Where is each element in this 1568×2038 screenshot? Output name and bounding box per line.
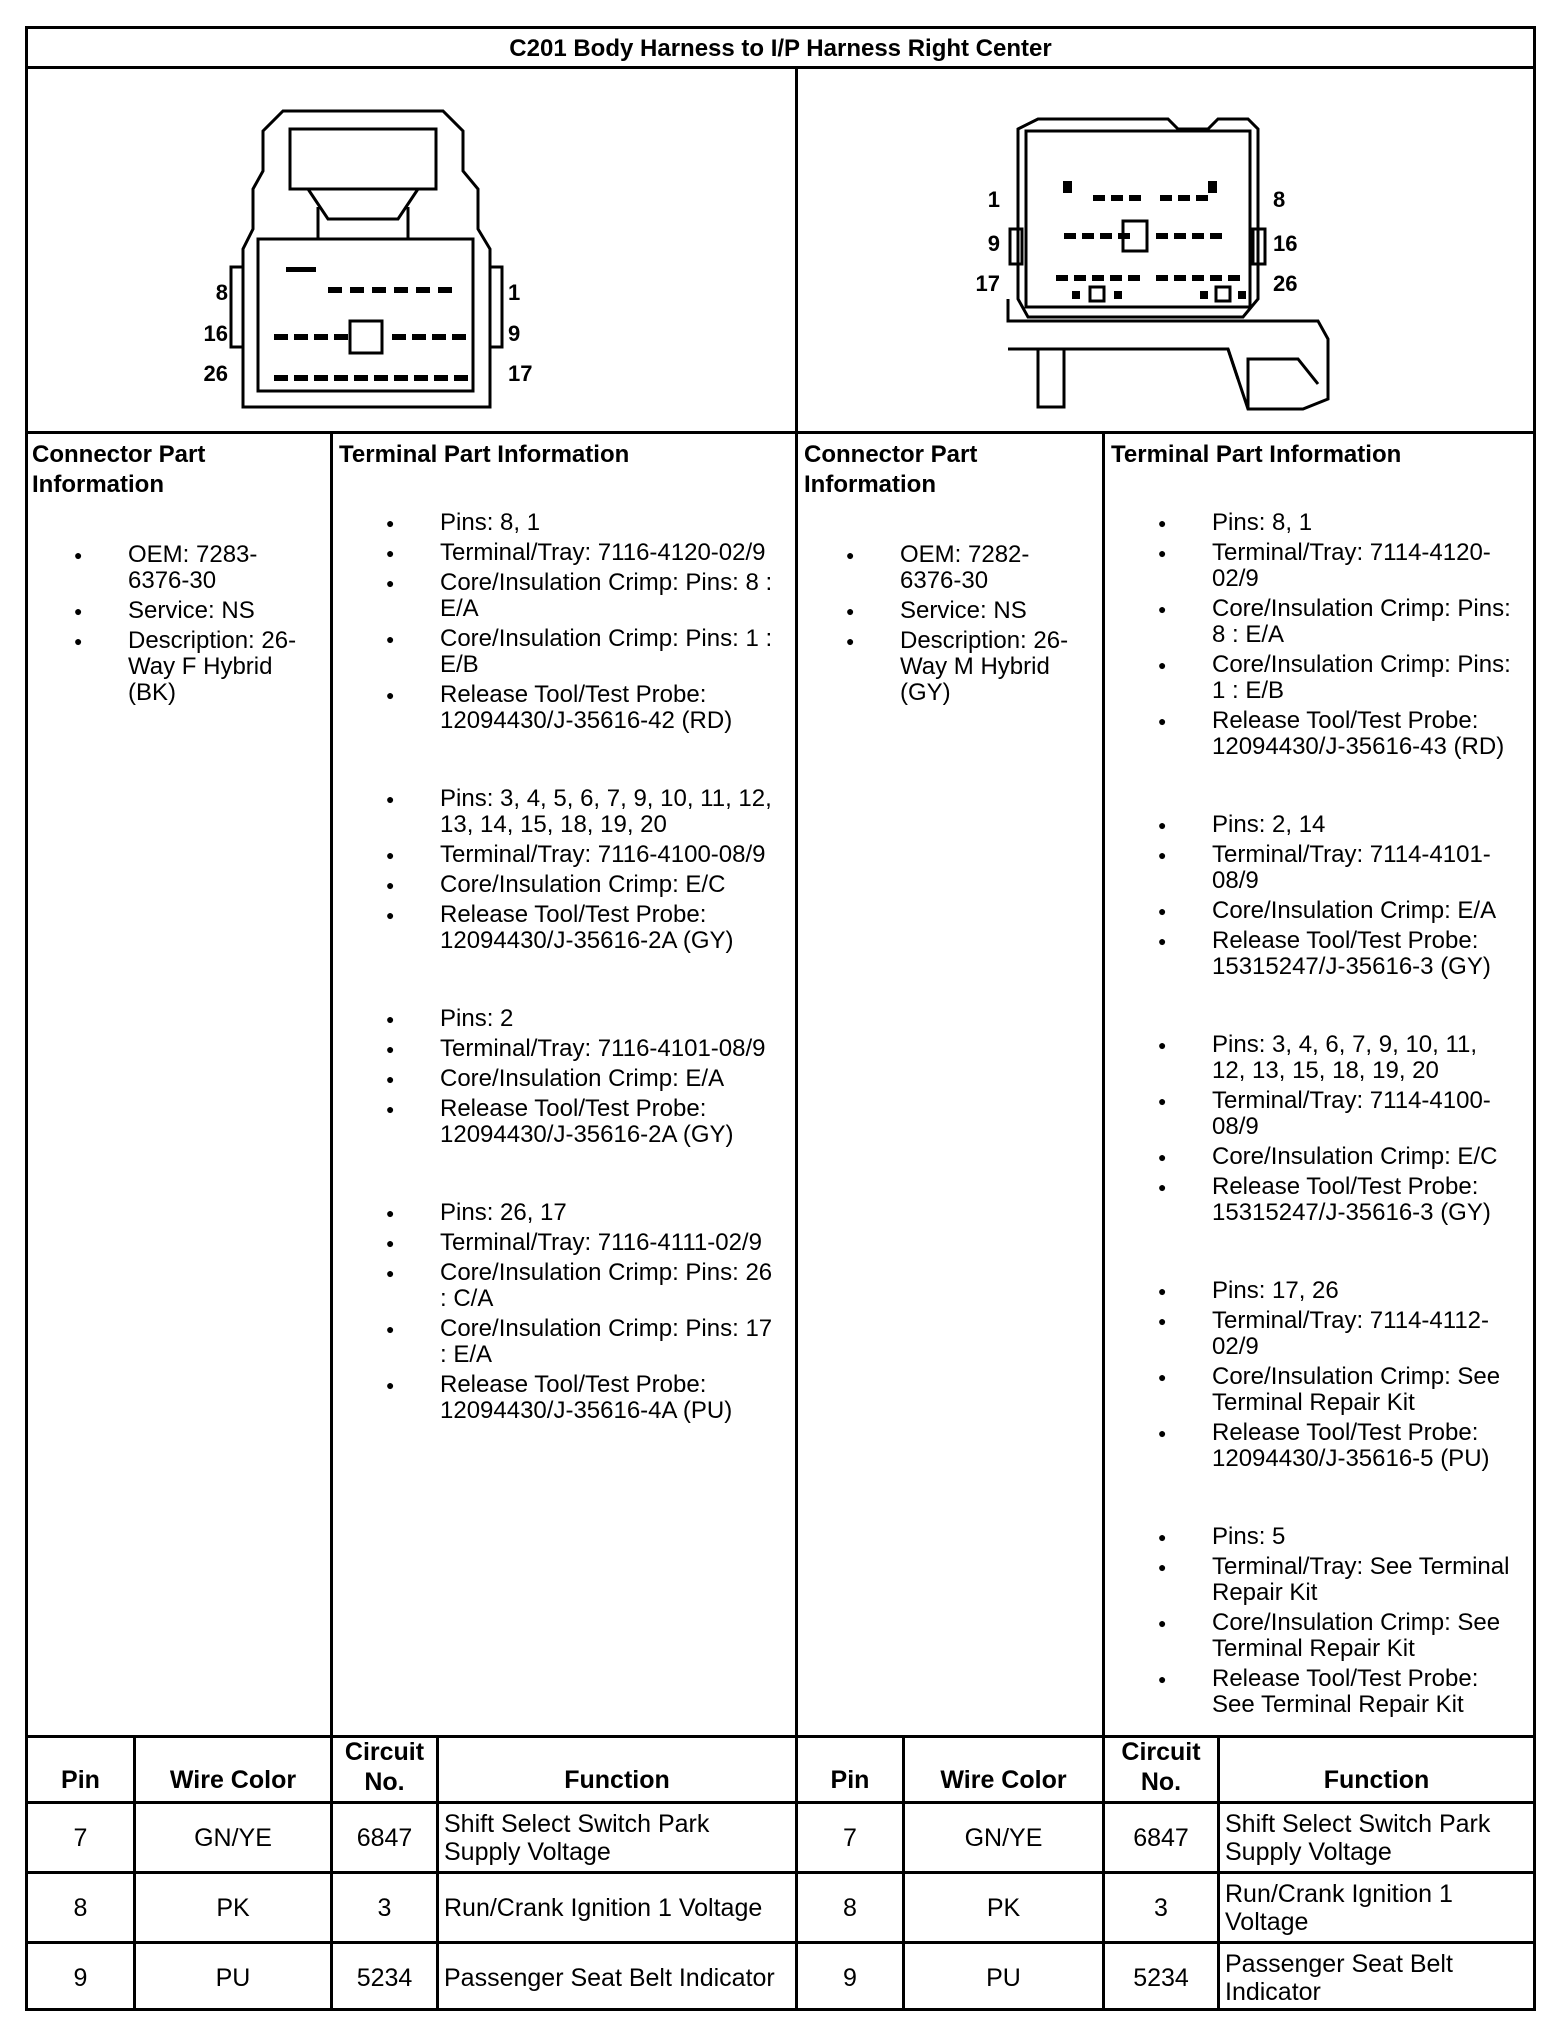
male-connector-diagram [968, 109, 1368, 419]
pin-label: 1 [508, 280, 521, 305]
bullet-item: ● Terminal/Tray: 7114-4101- 08/9 [1212, 842, 1532, 894]
female-connector-diagram [178, 89, 648, 419]
bullet-item: ● Terminal/Tray: 7116-4120-02/9 [440, 540, 800, 566]
bullet-item: ● Pins: 26, 17 [440, 1200, 800, 1226]
function-cell: Passenger Seat Belt Indicator [1225, 1949, 1453, 2006]
pin-label: 8 [215, 280, 228, 305]
col-header-wire-color: Wire Color [940, 1766, 1067, 1794]
pin-label: 16 [203, 321, 228, 346]
terminal-group [1212, 1524, 1532, 1718]
circuit-cell: 3 [1154, 1893, 1168, 1922]
bullet-item: ● Description: 26- Way M Hybrid (GY) [900, 628, 1100, 706]
terminal-group [440, 786, 800, 954]
bullet-item: ● Core/Insulation Crimp: E/A [1212, 898, 1532, 924]
bullet-item: ● Core/Insulation Crimp: Pins: 1 : E/B [440, 626, 800, 678]
circuit-cell: 6847 [356, 1823, 413, 1852]
pin-label: 9 [508, 321, 521, 346]
col-header-function: Function [564, 1766, 670, 1794]
bullet-item: ● Description: 26- Way F Hybrid (BK) [128, 628, 328, 706]
terminal-group [440, 510, 800, 734]
pin-label: 1 [987, 187, 1000, 212]
pin-label: 16 [1273, 231, 1298, 256]
function-cell: Shift Select Switch Park Supply Voltage [444, 1809, 710, 1866]
pin-label: 9 [987, 231, 1000, 256]
bullet-item: ● Release Tool/Test Probe: 12094430/J-35616-43 (RD) [1212, 708, 1532, 760]
bullet-item: ● Release Tool/Test Probe: 15315247/J-35616-3 (GY) [1212, 928, 1532, 980]
terminal-group [1212, 1032, 1532, 1226]
pin-cell: 8 [73, 1893, 88, 1922]
bullet-item: ● Pins: 2, 14 [1212, 812, 1532, 838]
bullet-item: ● Release Tool/Test Probe: 12094430/J-35616-2A (GY) [440, 1096, 800, 1148]
function-cell: Run/Crank Ignition 1 Voltage [444, 1893, 763, 1922]
circuit-cell: 5234 [1133, 1963, 1189, 1992]
bullet-item: ● Pins: 17, 26 [1212, 1278, 1532, 1304]
bullet-item: ● Release Tool/Test Probe: 15315247/J-35616-3 (GY) [1212, 1174, 1532, 1226]
page-title: C201 Body Harness to I/P Harness Right Center [509, 35, 1052, 62]
circuit-cell: 6847 [1133, 1823, 1189, 1852]
bullet-item: ● Core/Insulation Crimp: Pins: 17 : E/A [440, 1316, 800, 1368]
pin-cell: 7 [73, 1823, 88, 1852]
bullet-item: ● Pins: 3, 4, 6, 7, 9, 10, 11, 12, 13, 15, 18, 19, 20 [1212, 1032, 1532, 1084]
col-header-wire-color: Wire Color [169, 1766, 297, 1794]
bullet-item: ● Core/Insulation Crimp: E/C [440, 872, 800, 898]
wire-color-cell: PU [215, 1963, 251, 1992]
bullet-item: ● Pins: 8, 1 [1212, 510, 1532, 536]
connector-part-list [900, 542, 1100, 710]
bullet-item: ● Pins: 8, 1 [440, 510, 800, 536]
function-cell: Shift Select Switch Park Supply Voltage [1225, 1809, 1491, 1866]
bullet-item: ● Service: NS [900, 598, 1100, 624]
wire-color-cell: PK [216, 1893, 250, 1922]
terminal-group [1212, 510, 1532, 760]
terminal-group [440, 1006, 800, 1148]
circuit-cell: 3 [377, 1893, 392, 1922]
bullet-item: ● Pins: 5 [1212, 1524, 1532, 1550]
col-header-pin: Pin [830, 1766, 870, 1794]
bullet-item: ● Terminal/Tray: 7114-4100- 08/9 [1212, 1088, 1532, 1140]
terminal-part-list [440, 510, 800, 1476]
connector-sheet [25, 26, 1536, 2011]
pin-cell: 8 [843, 1893, 857, 1922]
col-header-pin: Pin [61, 1766, 100, 1794]
terminal-part-header: Terminal Part Information [339, 441, 630, 468]
wire-color-cell: PK [986, 1893, 1021, 1922]
connector-part-list [128, 542, 328, 710]
bullet-item: ● Terminal/Tray: 7114-4112- 02/9 [1212, 1308, 1532, 1360]
pin-label: 26 [203, 361, 228, 386]
col-header-function: Function [1323, 1766, 1430, 1794]
bullet-item: ● OEM: 7282- 6376-30 [900, 542, 1100, 594]
bullet-item: ● OEM: 7283- 6376-30 [128, 542, 328, 594]
bullet-item: ● Core/Insulation Crimp: E/A [440, 1066, 800, 1092]
terminal-group [1212, 1278, 1532, 1472]
pin-label: 17 [975, 271, 1000, 296]
col-header-circuit: Circuit No. [344, 1738, 425, 1796]
bullet-item: ● Terminal/Tray: 7114-4120- 02/9 [1212, 540, 1532, 592]
bullet-item: ● Pins: 2 [440, 1006, 800, 1032]
divider [28, 431, 1533, 434]
col-header-circuit: Circuit No. [1121, 1738, 1201, 1796]
function-cell: Run/Crank Ignition 1 Voltage [1225, 1879, 1453, 1936]
divider [330, 431, 333, 1738]
bullet-item: ● Pins: 3, 4, 5, 6, 7, 9, 10, 11, 12, 13, 14, 15, 18, 19, 20 [440, 786, 800, 838]
bullet-item: ● Release Tool/Test Probe: 12094430/J-35616-2A (GY) [440, 902, 800, 954]
bullet-item: ● Release Tool/Test Probe: 12094430/J-35616-5 (PU) [1212, 1420, 1532, 1472]
bullet-item: ● Core/Insulation Crimp: Pins: 8 : E/A [1212, 596, 1532, 648]
pin-label: 17 [508, 361, 533, 386]
terminal-part-list [1212, 510, 1532, 1770]
bullet-item: ● Core/Insulation Crimp: See Terminal Repair Kit [1212, 1364, 1532, 1416]
divider [1102, 431, 1105, 1738]
function-cell: Passenger Seat Belt Indicator [444, 1963, 775, 1992]
bullet-item: ● Terminal/Tray: See Terminal Repair Kit [1212, 1554, 1532, 1606]
bullet-item: ● Release Tool/Test Probe: 12094430/J-35616-4A (PU) [440, 1372, 800, 1424]
bullet-item: ● Terminal/Tray: 7116-4111-02/9 [440, 1230, 800, 1256]
bullet-item: ● Service: NS [128, 598, 328, 624]
bullet-item: ● Terminal/Tray: 7116-4101-08/9 [440, 1036, 800, 1062]
pin-cell: 9 [73, 1963, 88, 1992]
wire-color-cell: GN/YE [194, 1823, 272, 1852]
connector-part-header: Connector Part Information [804, 441, 978, 498]
wire-color-cell: GN/YE [964, 1823, 1043, 1852]
pin-label: 26 [1273, 271, 1298, 296]
bullet-item: ● Core/Insulation Crimp: Pins: 26 : C/A [440, 1260, 800, 1312]
terminal-group [440, 1200, 800, 1424]
pin-cell: 9 [843, 1963, 857, 1992]
terminal-part-header: Terminal Part Information [1111, 441, 1402, 468]
terminal-group [1212, 812, 1532, 980]
circuit-cell: 5234 [356, 1963, 413, 1992]
connector-part-header: Connector Part Information [32, 441, 206, 498]
pin-cell: 7 [843, 1823, 857, 1852]
bullet-item: ● Core/Insulation Crimp: See Terminal Repair Kit [1212, 1610, 1532, 1662]
bullet-item: ● Release Tool/Test Probe: 12094430/J-35616-42 (RD) [440, 682, 800, 734]
bullet-item: ● Core/Insulation Crimp: Pins: 1 : E/B [1212, 652, 1532, 704]
divider [28, 66, 1533, 69]
bullet-item: ● Terminal/Tray: 7116-4100-08/9 [440, 842, 800, 868]
bullet-item: ● Core/Insulation Crimp: Pins: 8 : E/A [440, 570, 800, 622]
bullet-item: ● Core/Insulation Crimp: E/C [1212, 1144, 1532, 1170]
pin-label: 8 [1273, 187, 1286, 212]
wire-color-cell: PU [986, 1963, 1021, 1992]
bullet-item: ● Release Tool/Test Probe: See Terminal Repair Kit [1212, 1666, 1532, 1718]
